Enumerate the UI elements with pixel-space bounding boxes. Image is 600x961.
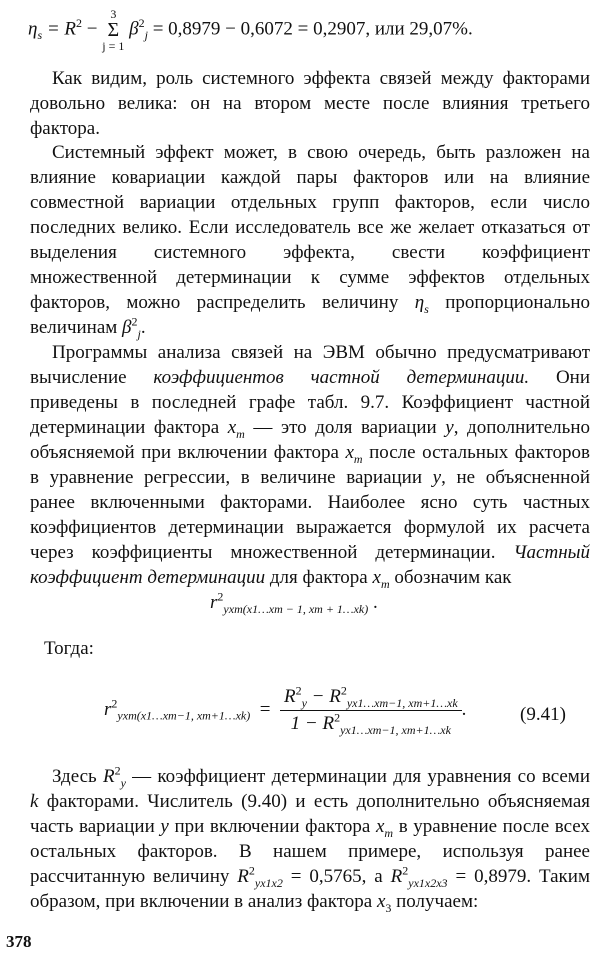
notation-paren: (x [242, 601, 253, 616]
f941-r: r [104, 698, 112, 720]
paragraph-3-text-g: для фактора [265, 567, 373, 588]
sum-operator [102, 8, 124, 52]
notation-p2: …x [258, 601, 275, 616]
notation-sub-m: m [234, 601, 243, 616]
beta-inline-sub: j [137, 326, 141, 341]
var-x-sub: m [353, 451, 363, 466]
formula-r-sup: 2 [76, 16, 83, 31]
paragraph-4-text-d: при включении фактора [168, 816, 376, 837]
paragraph-3-text-h: обозначим как [389, 567, 512, 588]
p4-x-sub: m [384, 825, 394, 840]
notation-sub [223, 602, 368, 616]
formula-9-41 [104, 683, 467, 737]
formula-beta-sup: 2 [138, 16, 145, 31]
p4-k: k [30, 791, 39, 812]
f941-num-minus: − R [306, 686, 341, 707]
f941-num-r1: R [283, 686, 296, 707]
f941-numerator [280, 683, 462, 711]
beta-inline-sup: 2 [131, 314, 138, 329]
f941-r-sup: 2 [111, 696, 118, 711]
f941-r-sub [117, 709, 250, 723]
paragraph-3-text-a: Программы анализа связей на ЭВМ обычно предусматривают вычисление [30, 342, 590, 388]
f941-num-r1-sub: y [301, 695, 307, 710]
notation-dot: . [368, 592, 378, 613]
p4-x3-sub: 3 [385, 900, 392, 915]
p4-y: y [160, 816, 169, 837]
togda-text: Тогда: [44, 638, 94, 659]
p4-x3: x [376, 891, 386, 912]
var-x-sub: m [380, 576, 390, 591]
page-number: 378 [6, 932, 32, 951]
paragraph-2-text-b: пропорционально величинам [30, 292, 590, 338]
paragraph-1 [30, 66, 590, 141]
paragraph-4-text-b: — коэффициент детерминации для уравнения со всеми [125, 766, 590, 787]
f941-num-r2-sup: 2 [340, 683, 347, 698]
p4-r2-sub: yx1x2 [254, 875, 283, 890]
notation-p4: , x [302, 601, 315, 616]
formula-rest: = 0,8979 − 0,6072 = 0,2907, или 29,07%. [147, 18, 473, 40]
f941-fraction [280, 683, 462, 737]
notation-sub-yx: yx [223, 601, 235, 616]
f941-denominator [280, 711, 462, 735]
paragraph-4-text-f: = 0,5765, а [282, 866, 391, 887]
formula-r: = R [42, 18, 77, 40]
paragraph-3-text-b: Они приведены в последней графе табл. 9.7. Коэффициент частной детерминации фактора [30, 367, 591, 438]
paragraph-1-text: Как видим, роль системного эффекта связей между факторами довольно велика: он на втором месте после влияния третьего фактора. [30, 68, 590, 139]
paragraph-3-text-e: после остальных факторов в уравнение регрессии, в величине вариации [30, 442, 590, 488]
beta-inline: β [122, 317, 132, 338]
notation-p1: 1 [252, 601, 259, 616]
formula-beta: β [129, 18, 139, 40]
paragraph-2 [30, 140, 590, 340]
f941-den-sub: yx1…xm−1, xm+1…xk [340, 722, 451, 737]
notation-r: r [210, 592, 218, 613]
formula-minus: − [82, 18, 103, 40]
paragraph-4-text-h: получаем: [391, 891, 479, 912]
p4-r3-sup: 2 [402, 863, 409, 878]
eta-symbol: η [28, 18, 38, 40]
paragraph-2-end: . [140, 317, 146, 338]
p4-r-sup: 2 [114, 763, 121, 778]
sigma-icon: Σ [107, 19, 120, 41]
paragraph-4-text-g: = 0,8979. Таким образом, при включении в анализ фактора [30, 866, 590, 912]
var-x-sub: m [236, 426, 245, 441]
paragraph-4 [30, 764, 590, 914]
paragraph-3-text-c: — это доля вариации [244, 417, 446, 438]
notation-p7: k [358, 601, 365, 616]
f941-num-r2-sub: yx1…xm−1, xm+1…xk [346, 695, 458, 710]
p4-r3: R [390, 866, 403, 887]
var-x: x [345, 442, 354, 463]
formula-beta-sub: j [144, 28, 148, 43]
eta-inline-sub: s [424, 301, 429, 316]
f941-num-r1-sup: 2 [295, 683, 302, 698]
togda-label [44, 638, 94, 660]
paragraph-4-text-c: факторами. Числитель (9.40) и есть дополнительно объясняемая часть вариации [30, 791, 590, 837]
paragraph-3 [30, 340, 590, 590]
f941-period: . [461, 698, 467, 720]
notation-p5: m + 1 [314, 601, 343, 616]
p4-x: x [375, 816, 385, 837]
notation-sup: 2 [217, 589, 224, 604]
paragraph-2-text-a: Системный эффект может, в свою очередь, быть разложен на влияние ковариации каждой пары факторов или на влияние совместной вариации отдельных групп факторов, если число последних велико. Если исследователь все же желает отказаться от выделения системного эффекта, свести коэффициент множественной детерминации к сумме эффектов отдельных факторов, можно распределить величину [30, 142, 590, 313]
top-formula [28, 8, 473, 52]
p4-r: R [102, 766, 115, 787]
var-x: x [372, 567, 381, 588]
notation-close: ) [364, 601, 369, 616]
term-partial-coefficient: Частный коэффициент детерминации [30, 542, 590, 588]
notation-p3: m − 1 [274, 601, 303, 616]
paragraph-3-text-d: , дополнительно объясняемой при включении фактора [30, 417, 590, 463]
sum-upper: 3 [110, 7, 117, 21]
p4-r2: R [237, 866, 249, 887]
var-x: x [227, 417, 237, 438]
f941-sub-paren: (x1…xm−1, xm+1…xk) [136, 708, 251, 723]
paragraph-4-text-e: в уравнение после всех остальных факторов. В нашем примере, используя ранее рассчитанную величину [30, 816, 590, 887]
notation-formula [210, 589, 378, 616]
p4-r3-sub: yx1x2x3 [408, 875, 448, 890]
f941-sub-m: m [128, 708, 137, 723]
notation-p6: …x [342, 601, 359, 616]
p4-r-sub: y [120, 775, 126, 790]
paragraph-3-text-f: , не объясненной ранее включенными факторами. Наиболее ясно суть частных коэффициентов детерминации выражается формулой их расчета через коэффициенты множественной детерминации. [30, 467, 590, 563]
sum-lower: j = 1 [102, 39, 125, 53]
equation-number: (9.41) [520, 704, 566, 725]
paragraph-4-text-a: Здесь [52, 766, 103, 787]
p4-r2-sup: 2 [248, 863, 255, 878]
f941-equals: = [259, 698, 271, 720]
f941-den-one: 1 − R [290, 713, 335, 734]
var-y: y [432, 467, 442, 488]
var-y: y [445, 417, 454, 438]
eta-subscript: s [37, 28, 43, 43]
eta-inline: η [414, 292, 425, 313]
f941-den-sup: 2 [334, 710, 341, 725]
term-partial-determination: коэффициентов частной детерминации. [153, 367, 530, 388]
f941-sub-yx: yx [117, 708, 129, 723]
